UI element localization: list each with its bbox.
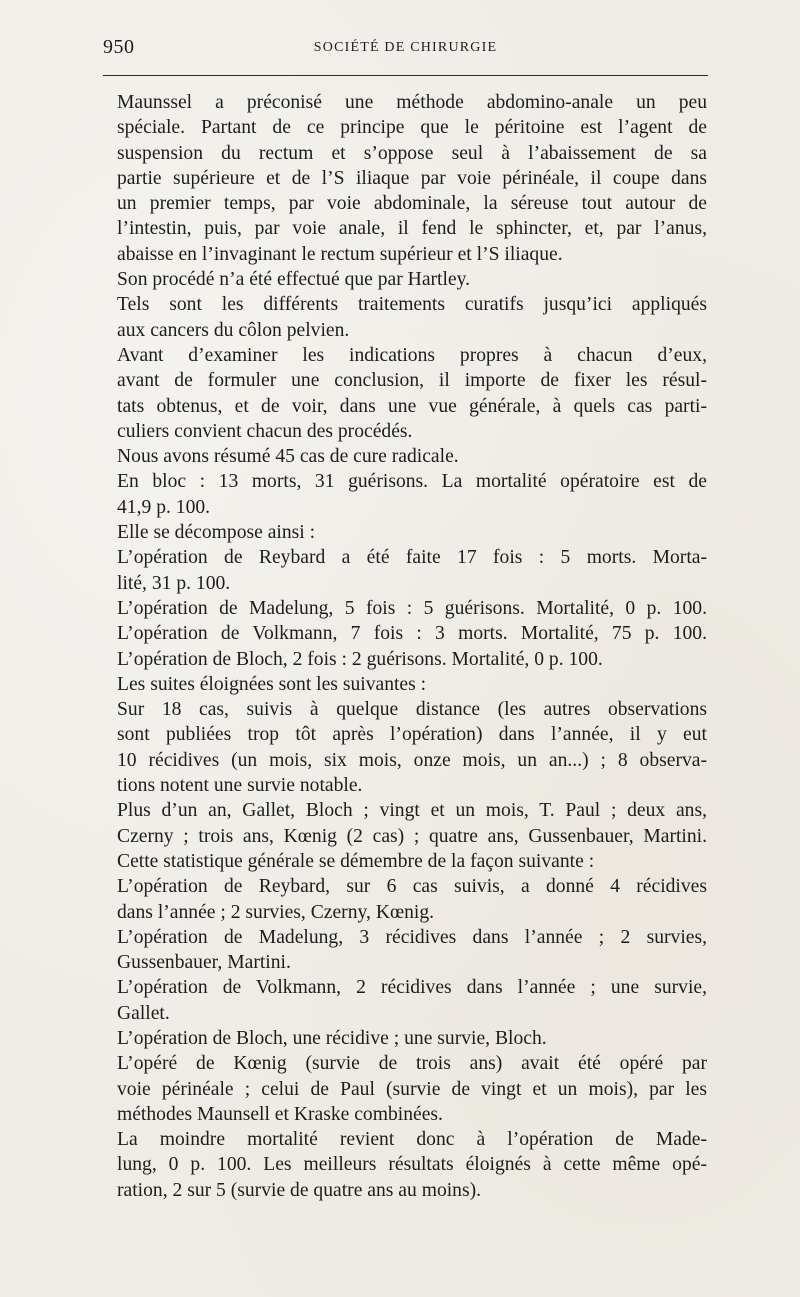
text-line: Gussenbauer, Martini. — [117, 952, 291, 974]
text-line: voie périnéale ; celui de Paul (survie de vingt et un mois), par les — [117, 1078, 707, 1100]
text-line: Les suites éloignées sont les suivantes : — [117, 673, 427, 695]
text-line: suspension du rectum et s’oppose seul à l’abaissement de sa — [117, 142, 707, 164]
text-line: l’intestin, puis, par voie anale, il fend le sphincter, et, par l’anus, — [117, 218, 707, 240]
text-line: lité, 31 p. 100. — [117, 572, 231, 594]
text-line: Maunssel a préconisé une méthode abdomino-anale un peu — [117, 92, 707, 113]
text-line: L’opération de Volkmann, 2 récidives dans l’année ; une survie, — [117, 977, 707, 999]
text-line: L’opération de Reybard, sur 6 cas suivis, a donné 4 récidives — [117, 876, 707, 898]
text-line: aux cancers du côlon pelvien. — [117, 319, 350, 341]
text-line: Tels sont les différents traitements curatifs jusqu’ici appliqués — [117, 294, 707, 316]
text-line: avant de formuler une conclusion, il importe de fixer les résul- — [117, 370, 707, 392]
text-line: L’opération de Bloch, une récidive ; une survie, Bloch. — [117, 1027, 547, 1049]
text-line: Plus d’un an, Gallet, Bloch ; vingt et un mois, T. Paul ; deux ans, — [117, 800, 707, 822]
text-line: un premier temps, par voie abdominale, la séreuse tout autour de — [117, 193, 707, 215]
text-line: Gallet. — [117, 1002, 170, 1024]
page-number: 950 — [103, 36, 135, 58]
text-line: Nous avons résumé 45 cas de cure radicale. — [117, 446, 459, 468]
header-rule — [103, 75, 708, 76]
text-line: 10 récidives (un mois, six mois, onze mois, un an...) ; 8 observa- — [117, 749, 707, 771]
text-line: L’opération de Reybard a été faite 17 fois : 5 morts. Morta- — [117, 547, 707, 569]
text-line: lung, 0 p. 100. Les meilleurs résultats éloignés à cette même opé- — [117, 1154, 707, 1176]
running-title: SOCIÉTÉ DE CHIRURGIE — [313, 40, 498, 55]
text-line: Sur 18 cas, suivis à quelque distance (les autres observations — [117, 699, 707, 721]
text-line: L’opération de Bloch, 2 fois : 2 guérisons. Mortalité, 0 p. 100. — [117, 648, 603, 670]
page-header — [103, 36, 708, 60]
text-line: sont publiées trop tôt après l’opération) dans l’année, il y eut — [117, 724, 707, 746]
text-line: dans l’année ; 2 survies, Czerny, Kœnig. — [117, 901, 435, 923]
text-line: La moindre mortalité revient donc à l’opération de Made- — [117, 1129, 707, 1151]
text-line: 41,9 p. 100. — [117, 496, 211, 518]
text-line: Avant d’examiner les indications propres à chacun d’eux, — [117, 344, 707, 366]
text-line: Cette statistique générale se démembre de la façon suivante : — [117, 850, 595, 872]
text-line: En bloc : 13 morts, 31 guérisons. La mortalité opératoire est de — [117, 471, 707, 493]
text-line: L’opération de Volkmann, 7 fois : 3 morts. Mortalité, 75 p. 100. — [117, 623, 707, 645]
text-line: méthodes Maunsell et Kraske combinées. — [117, 1103, 443, 1125]
text-line: Czerny ; trois ans, Kœnig (2 cas) ; quatre ans, Gussenbauer, Martini. — [117, 825, 707, 847]
text-line: ration, 2 sur 5 (survie de quatre ans au moins). — [117, 1179, 482, 1201]
text-line: tats obtenus, et de voir, dans une vue générale, à quels cas parti- — [117, 395, 707, 417]
text-line: abaisse en l’invaginant le rectum supérieur et l’S iliaque. — [117, 243, 563, 265]
body-text — [117, 90, 707, 1203]
text-line: spéciale. Partant de ce principe que le péritoine est l’agent de — [117, 117, 707, 139]
text-line: L’opération de Madelung, 5 fois : 5 guérisons. Mortalité, 0 p. 100. — [117, 597, 707, 619]
text-line: Son procédé n’a été effectué que par Hartley. — [117, 269, 471, 291]
text-line: L’opération de Madelung, 3 récidives dans l’année ; 2 survies, — [117, 926, 707, 948]
text-line: Elle se décompose ainsi : — [117, 522, 316, 544]
text-line: culiers convient chacun des procédés. — [117, 420, 413, 442]
text-line: tions notent une survie notable. — [117, 775, 363, 797]
text-line: L’opéré de Kœnig (survie de trois ans) avait été opéré par — [117, 1053, 707, 1075]
text-line: partie supérieure et de l’S iliaque par voie périnéale, il coupe dans — [117, 167, 707, 189]
